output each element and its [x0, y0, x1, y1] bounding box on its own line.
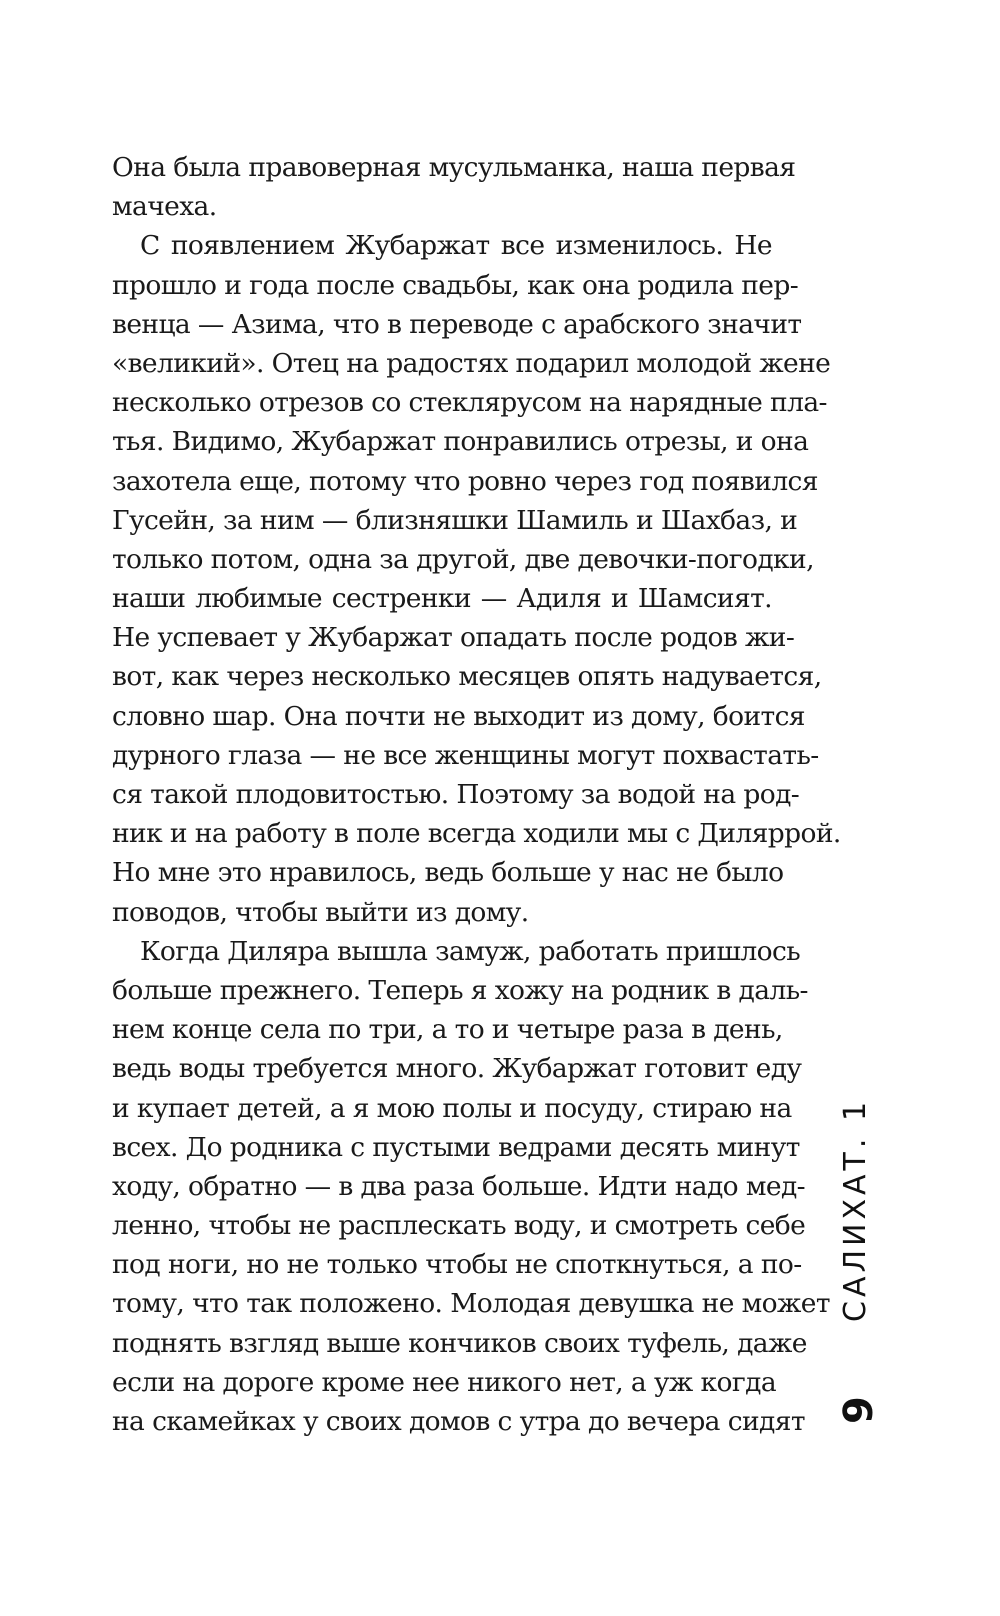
text-line: на скамейках у своих домов с утра до вечера сидят: [112, 1406, 805, 1437]
text-line: прошло и года после свадьбы, как она родила пер-: [112, 269, 799, 301]
text-line: тому, что так положено. Молодая девушка не может: [112, 1288, 830, 1320]
text-line: только потом, одна за другой, две девочки-погодки,: [112, 543, 814, 575]
running-head-text: САЛИХАТ. 1: [838, 1097, 873, 1322]
text-line: мачеха.: [112, 191, 217, 223]
text-line: дурного глаза — не все женщины могут похвастать-: [112, 739, 819, 771]
text-line: захотела еще, потому что ровно через год появился: [112, 465, 818, 497]
text-line: нем конце села по три, а то и четыре раза в день,: [112, 1014, 783, 1046]
text-line: Гусейн, за ним — близняшки Шамиль и Шахбаз, и: [112, 504, 798, 536]
text-line: ведь воды требуется много. Жубаржат готовит еду: [112, 1053, 802, 1085]
text-line: венца — Азима, что в переводе с арабского значит: [112, 308, 802, 340]
text-line: ся такой плодовитостью. Поэтому за водой на род-: [112, 779, 800, 810]
text-line: ходу, обратно — в два раза больше. Идти надо мед-: [112, 1170, 806, 1202]
text-line: Когда Диляра вышла замуж, работать пришлось: [140, 935, 801, 967]
text-line: поводов, чтобы выйти из дому.: [112, 896, 529, 928]
text-line: ник и на работу в поле всегда ходили мы с Диляррой.: [112, 818, 841, 850]
text-line: несколько отрезов со стеклярусом на нарядные пла-: [112, 387, 827, 419]
text-line: словно шар. Она почти не выходит из дому, боится: [112, 700, 805, 732]
text-line: и купает детей, а я мою полы и посуду, стираю на: [112, 1092, 792, 1124]
text-line: всех. До родника с пустыми ведрами десять минут: [112, 1131, 800, 1163]
text-line: С появлением Жубаржат все изменилось. Не: [140, 230, 772, 262]
page-number-text: 9: [836, 1396, 882, 1424]
text-line: если на дороге кроме нее никого нет, а уж когда: [112, 1366, 777, 1398]
text-line: ленно, чтобы не расплескать воду, и смотреть себе: [112, 1210, 806, 1242]
text-line: тья. Видимо, Жубаржат понравились отрезы, и она: [112, 426, 809, 458]
text-line: вот, как через несколько месяцев опять надувается,: [112, 661, 822, 693]
page-number: [834, 1380, 884, 1430]
text-line: Не успевает у Жубаржат опадать после родов жи-: [112, 622, 795, 654]
body-text: [112, 148, 841, 1441]
text-line: поднять взгляд выше кончиков своих туфель, даже: [112, 1327, 807, 1359]
text-line: больше прежнего. Теперь я хожу на родник в даль-: [112, 974, 808, 1006]
text-line: под ноги, но не только чтобы не споткнуться, а по-: [112, 1249, 802, 1281]
text-line: «великий». Отец на радостях подарил молодой жене: [112, 347, 831, 379]
text-line: Она была правоверная мусульманка, наша первая: [112, 152, 796, 183]
text-line: Но мне это нравилось, ведь больше у нас не было: [112, 857, 784, 889]
text-line: наши любимые сестренки — Адиля и Шамсият.: [112, 583, 772, 615]
